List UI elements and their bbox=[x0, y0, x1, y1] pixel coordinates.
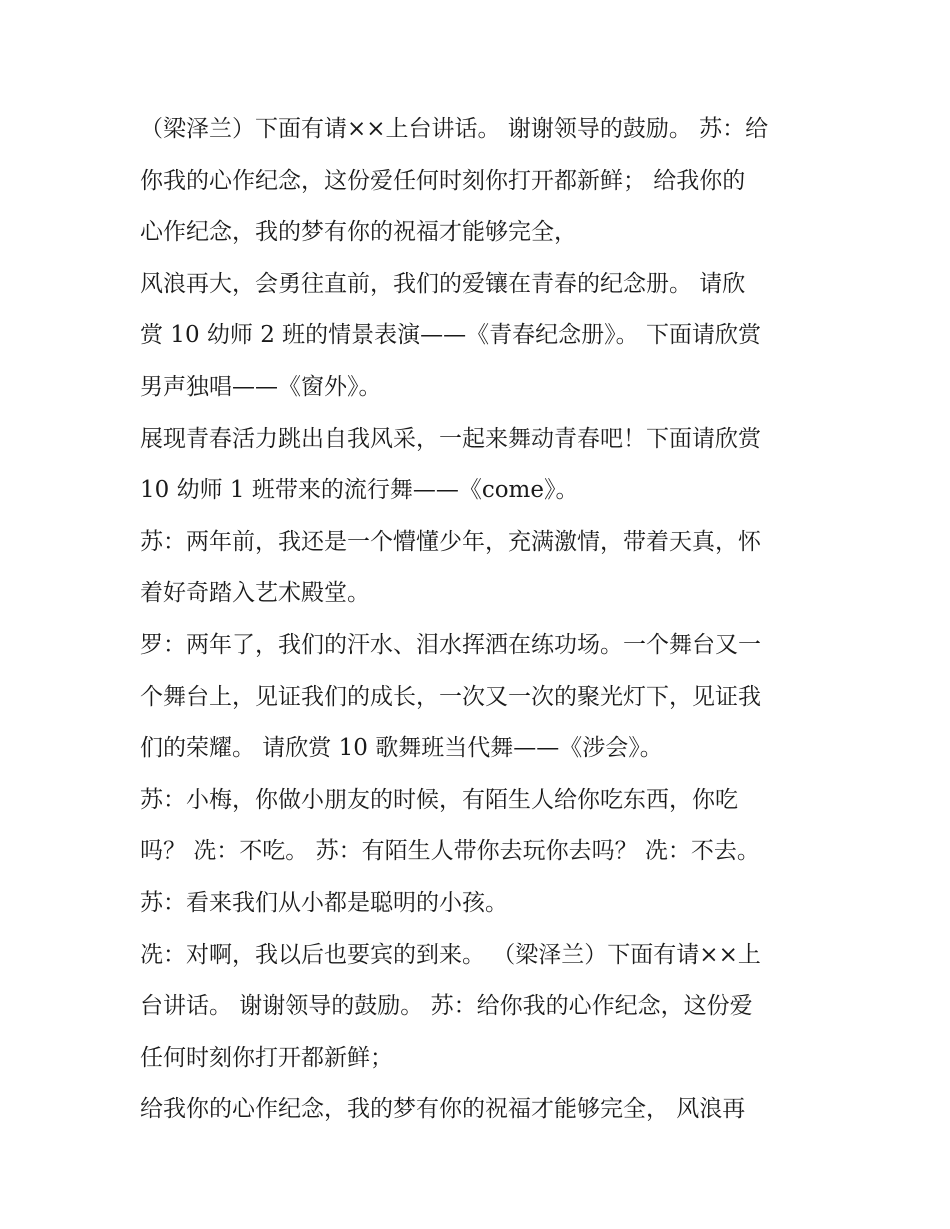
text-line: 10 幼师 1 班带来的流行舞——《come》。 bbox=[140, 477, 579, 504]
text-line: 台讲话。 谢谢领导的鼓励。 苏：给你我的心作纪念，这份爱 bbox=[140, 993, 753, 1020]
document-body bbox=[140, 104, 820, 1136]
text-line: 任何时刻你打开都新鲜； bbox=[140, 1044, 393, 1071]
text-line: 个舞台上，见证我们的成长，一次又一次的聚光灯下，见证我 bbox=[140, 683, 761, 710]
text-line: 你我的心作纪念，这份爱任何时刻你打开都新鲜； 给我你的 bbox=[140, 167, 746, 194]
text-line: 冼：对啊，我以后也要宾的到来。 （梁泽兰）下面有请××上 bbox=[140, 941, 761, 968]
text-line: 给我你的心作纪念，我的梦有你的祝福才能够完全， 风浪再 bbox=[140, 1096, 746, 1123]
text-line: 苏：两年前，我还是一个懵懂少年，充满激情，带着天真，怀 bbox=[140, 528, 761, 555]
text-line: 们的荣耀。 请欣赏 10 歌舞班当代舞——《涉会》。 bbox=[140, 735, 663, 762]
text-line: 心作纪念，我的梦有你的祝福才能够完全， bbox=[140, 219, 577, 246]
text-line: 苏：看来我们从小都是聪明的小孩。 bbox=[140, 889, 508, 916]
text-line: 苏：小梅，你做小朋友的时候，有陌生人给你吃东西，你吃 bbox=[140, 786, 738, 813]
text-line: 着好奇踏入艺术殿堂。 bbox=[140, 580, 370, 607]
text-line: 赏 10 幼师 2 班的情景表演——《青春纪念册》。 下面请欣赏 bbox=[140, 322, 761, 349]
text-line: 罗：两年了，我们的汗水、泪水挥洒在练功场。一个舞台又一 bbox=[140, 631, 761, 658]
text-line: （梁泽兰）下面有请××上台讲话。 谢谢领导的鼓励。 苏：给 bbox=[140, 116, 769, 142]
text-line: 展现青春活力跳出自我风采，一起来舞动青春吧！下面请欣赏 bbox=[140, 425, 761, 452]
text-line: 风浪再大，会勇往直前，我们的爱镶在青春的纪念册。 请欣 bbox=[140, 270, 746, 297]
text-line: 男声独唱——《窗外》。 bbox=[140, 373, 382, 400]
text-line: 吗？ 冼：不吃。 苏：有陌生人带你去玩你去吗？ 冼：不去。 bbox=[140, 838, 760, 865]
